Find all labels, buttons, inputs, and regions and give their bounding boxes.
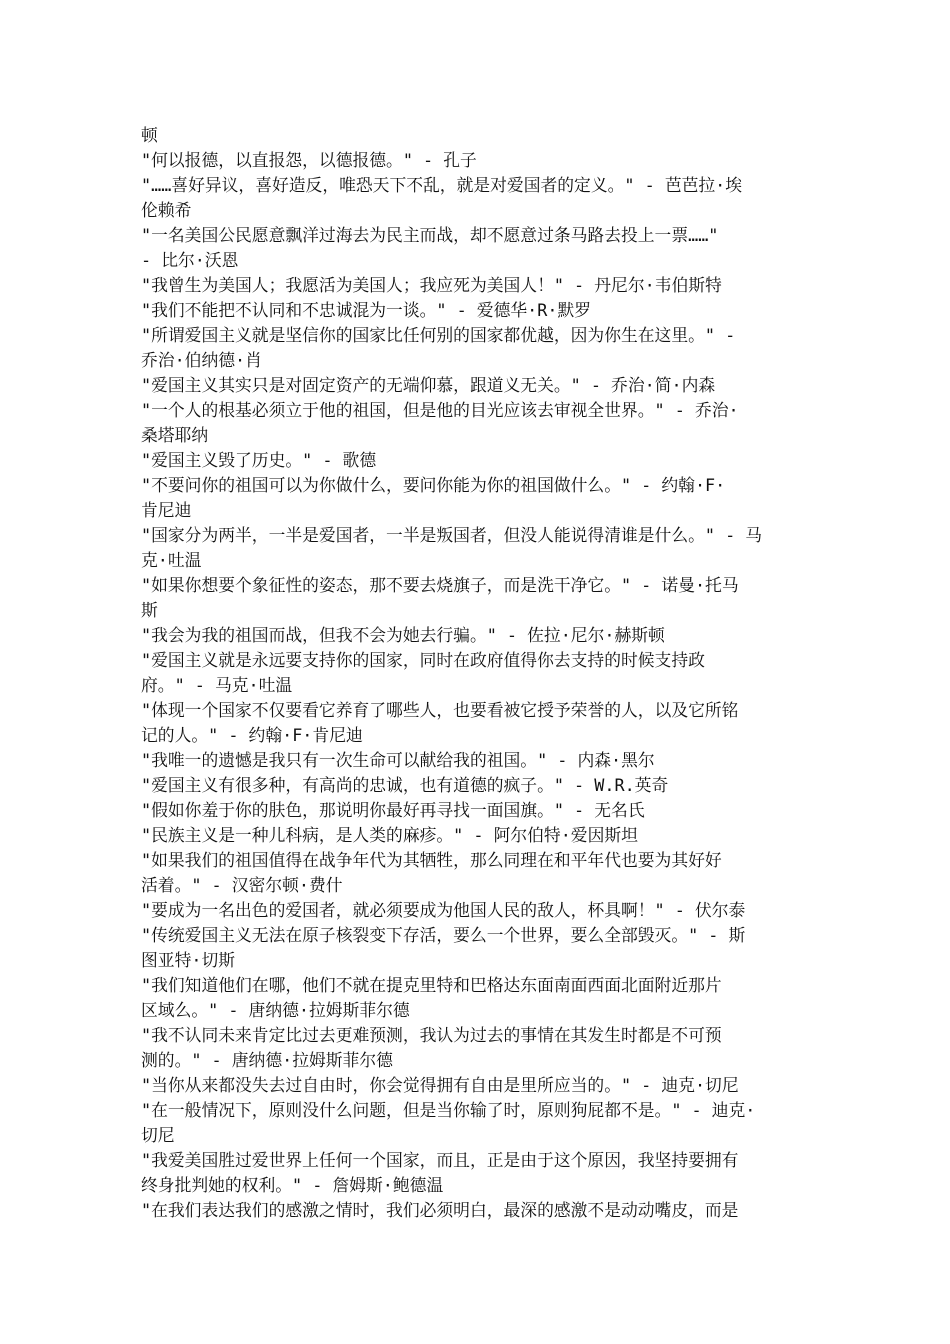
text-line: 乔治·伯纳德·肖 bbox=[141, 350, 262, 370]
text-line: 克·吐温 bbox=[141, 550, 202, 570]
text-line: "我唯一的遗憾是我只有一次生命可以献给我的祖国。" - 内森·黑尔 bbox=[141, 750, 655, 770]
text-line: "所谓爱国主义就是坚信你的国家比任何别的国家都优越，因为你生在这里。" - bbox=[141, 325, 736, 345]
text-line: 府。" - 马克·吐温 bbox=[141, 675, 293, 695]
text-line: "体现一个国家不仅要看它养育了哪些人，也要看被它授予荣誉的人，以及它所铭 bbox=[141, 700, 739, 720]
text-line: "我会为我的祖国而战，但我不会为她去行骗。" - 佐拉·尼尔·赫斯顿 bbox=[141, 625, 665, 645]
text-line: 斯 bbox=[141, 600, 158, 620]
text-line: "我们知道他们在哪，他们不就在提克里特和巴格达东面南面西面北面附近那片 bbox=[141, 975, 722, 995]
text-line: 终身批判她的权利。" - 詹姆斯·鲍德温 bbox=[141, 1175, 444, 1195]
text-line: 顿 bbox=[141, 125, 158, 145]
text-line: "传统爱国主义无法在原子核裂变下存活，要么一个世界，要么全部毁灭。" - 斯 bbox=[141, 925, 746, 945]
text-line: 活着。" - 汉密尔顿·费什 bbox=[141, 875, 343, 895]
text-line: 肯尼迪 bbox=[141, 500, 192, 520]
text-line: "要成为一名出色的爱国者，就必须要成为他国人民的敌人，杯具啊！" - 伏尔泰 bbox=[141, 900, 746, 920]
text-line: "当你从来都没失去过自由时，你会觉得拥有自由是里所应当的。" - 迪克·切尼 bbox=[141, 1075, 739, 1095]
text-line: 记的人。" - 约翰·F·肯尼迪 bbox=[141, 725, 363, 745]
text-line: "如果我们的祖国值得在战争年代为其牺牲，那么同理在和平年代也要为其好好 bbox=[141, 850, 722, 870]
text-line: "爱国主义有很多种，有高尚的忠诚，也有道德的疯子。" - W.R.英奇 bbox=[141, 775, 669, 795]
text-line: "爱国主义毁了历史。" - 歌德 bbox=[141, 450, 377, 470]
text-line: "我爱美国胜过爱世界上任何一个国家，而且，正是由于这个原因，我坚持要拥有 bbox=[141, 1150, 739, 1170]
text-line: "在一般情况下，原则没什么问题，但是当你输了时，原则狗屁都不是。" - 迪克· bbox=[141, 1100, 756, 1120]
text-line: "我不认同未来肯定比过去更难预测，我认为过去的事情在其发生时都是不可预 bbox=[141, 1025, 722, 1045]
text-line: "我曾生为美国人；我愿活为美国人；我应死为美国人！" - 丹尼尔·韦伯斯特 bbox=[141, 275, 722, 295]
text-line: 切尼 bbox=[141, 1125, 175, 1145]
text-line: "一个人的根基必须立于他的祖国，但是他的目光应该去审视全世界。" - 乔治· bbox=[141, 400, 739, 420]
text-line: "不要问你的祖国可以为你做什么，要问你能为你的祖国做什么。" - 约翰·F· bbox=[141, 475, 726, 495]
text-line: "假如你羞于你的肤色，那说明你最好再寻找一面国旗。" - 无名氏 bbox=[141, 800, 645, 820]
text-line: 区域么。" - 唐纳德·拉姆斯菲尔德 bbox=[141, 1000, 410, 1020]
quote-text-block bbox=[141, 123, 813, 1223]
text-line: 图亚特·切斯 bbox=[141, 950, 236, 970]
text-line: "爱国主义就是永远要支持你的国家，同时在政府值得你去支持的时候支持政 bbox=[141, 650, 705, 670]
text-line: 测的。" - 唐纳德·拉姆斯菲尔德 bbox=[141, 1050, 393, 1070]
text-line: 桑塔耶纳 bbox=[141, 425, 209, 445]
text-line: "爱国主义其实只是对固定资产的无端仰慕，跟道义无关。" - 乔治·简·内森 bbox=[141, 375, 716, 395]
text-line: "何以报德，以直报怨，以德报德。" - 孔子 bbox=[141, 150, 477, 170]
text-line: "在我们表达我们的感激之情时，我们必须明白，最深的感激不是动动嘴皮，而是 bbox=[141, 1200, 739, 1220]
text-line: "国家分为两半，一半是爱国者，一半是叛国者，但没人能说得清谁是什么。" - 马 bbox=[141, 525, 763, 545]
text-line: - 比尔·沃恩 bbox=[141, 250, 239, 270]
text-line: "……喜好异议，喜好造反，唯恐天下不乱，就是对爱国者的定义。" - 芭芭拉·埃 bbox=[141, 175, 743, 195]
text-line: "如果你想要个象征性的姿态，那不要去烧旗子，而是洗干净它。" - 诺曼·托马 bbox=[141, 575, 739, 595]
text-line: "我们不能把不认同和不忠诚混为一谈。" - 爱德华·R·默罗 bbox=[141, 300, 592, 320]
text-line: "一名美国公民愿意飘洋过海去为民主而战，却不愿意过条马路去投上一票……" bbox=[141, 225, 719, 245]
text-line: 伦赖希 bbox=[141, 200, 192, 220]
text-line: "民族主义是一种儿科病，是人类的麻疹。" - 阿尔伯特·爱因斯坦 bbox=[141, 825, 638, 845]
